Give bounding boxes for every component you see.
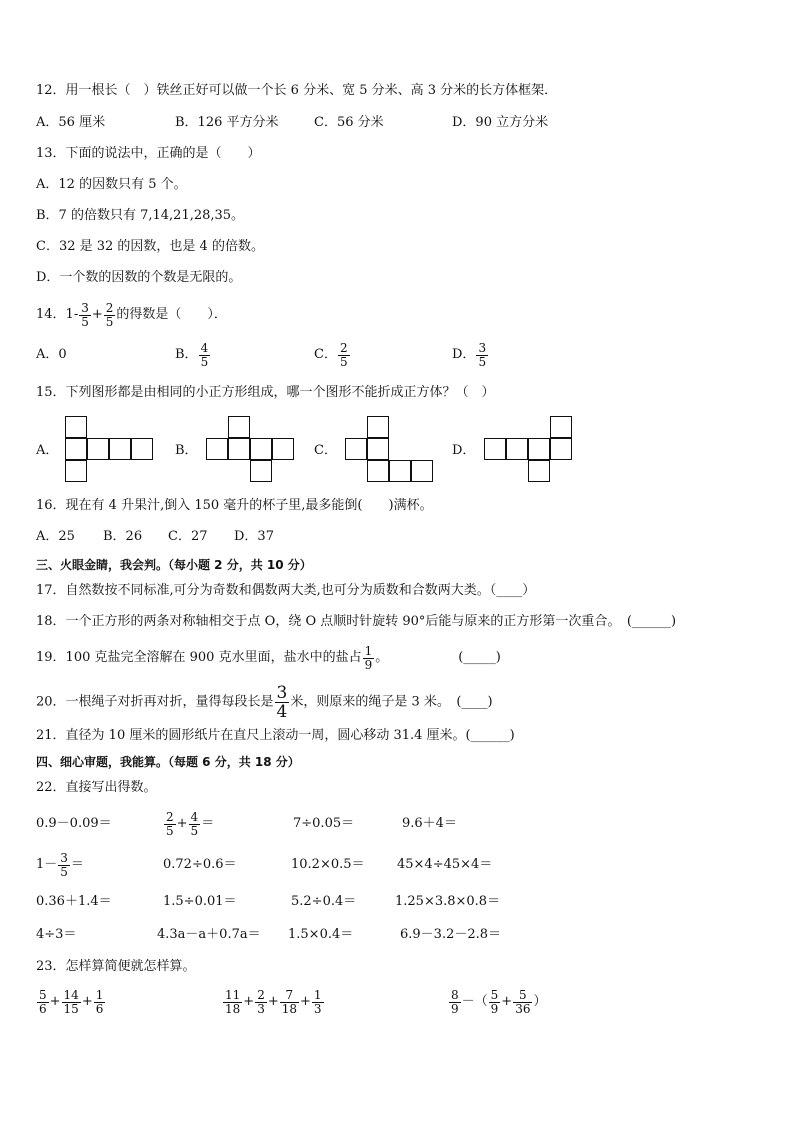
calc-item: 4.3a－a＋0.7a＝ <box>157 927 261 942</box>
fraction: $\frac{14}{15}$ <box>63 987 79 1016</box>
net-square <box>389 460 411 482</box>
q16-stem: 16．现在有 4 升果汁,倒入 150 毫升的杯子里,最多能倒( )满杯。 <box>36 498 433 513</box>
net-square <box>65 460 87 482</box>
q12-option-b[interactable]: B．126 平方分米 <box>175 115 279 130</box>
simplify-expression-1: $\frac{5}{6}$ + $\frac{14}{15}$ + $\frac{1}{6}$ <box>39 987 104 1016</box>
net-square <box>87 438 109 460</box>
fraction: $\frac{7}{18}$ <box>281 987 298 1016</box>
net-square <box>109 438 131 460</box>
q15-label-c[interactable]: C． <box>314 443 337 458</box>
calc-item: $\frac{2}{5}$ + $\frac{4}{5}$ ＝ <box>166 809 215 838</box>
q14-option-d[interactable]: D． $\frac{3}{5}$ <box>452 340 487 369</box>
q13-option-d[interactable]: D．一个数的因数的个数是无限的。 <box>36 270 242 285</box>
net-square <box>550 438 572 460</box>
section-3-heading: 三、火眼金睛，我会判。（每小题 2 分，共 10 分） <box>36 558 312 572</box>
fraction: $\frac{1}{6}$ <box>95 987 104 1016</box>
q16-option-a[interactable]: A．25 <box>36 529 75 544</box>
net-square <box>228 416 250 438</box>
fraction: $\frac{4}{5}$ <box>200 340 209 369</box>
calc-item: 45×4÷45×4＝ <box>397 857 493 872</box>
simplify-expression-3: $\frac{8}{9}$ －（ $\frac{5}{9}$ + $\frac{5}{36}$ ） <box>451 987 547 1016</box>
net-square <box>367 416 389 438</box>
calc-item: 1.5÷0.01＝ <box>163 894 237 909</box>
q16-option-b[interactable]: B．26 <box>103 529 143 544</box>
q15-label-d[interactable]: D． <box>452 443 476 458</box>
q15-label-a[interactable]: A． <box>36 443 59 458</box>
q23-stem: 23．怎样算简便就怎样算。 <box>36 959 196 974</box>
section-4-heading: 四、细心审题，我能算。（每题 6 分，共 18 分） <box>36 755 300 769</box>
q12-stem: 12．用一根长（ ）铁丝正好可以做一个长 6 分米、宽 5 分米、高 3 分米的长方体框架． <box>36 83 558 98</box>
q16-option-c[interactable]: C．27 <box>168 529 208 544</box>
calc-item: 1.25×3.8×0.8＝ <box>395 894 501 909</box>
net-square <box>345 438 367 460</box>
net-square <box>250 460 272 482</box>
q21-statement: 21．直径为 10 厘米的圆形纸片在直尺上滚动一周，圆心移动 31.4 厘米。(______) <box>36 728 515 743</box>
fraction: $\frac{4}{5}$ <box>190 809 199 838</box>
calc-item: 0.36＋1.4＝ <box>36 894 112 909</box>
q12-option-a[interactable]: A．56 厘米 <box>36 115 106 130</box>
fraction: $\frac{8}{9}$ <box>451 987 459 1016</box>
net-square <box>206 438 228 460</box>
fraction: $\frac{1}{3}$ <box>313 987 322 1016</box>
q13-option-a[interactable]: A．12 的因数只有 5 个。 <box>36 177 187 192</box>
calc-item: 4÷3＝ <box>36 927 77 942</box>
net-square <box>550 416 572 438</box>
q16-option-d[interactable]: D．37 <box>234 529 274 544</box>
q14-option-c[interactable]: C． $\frac{2}{5}$ <box>314 340 348 369</box>
net-square <box>65 416 87 438</box>
fraction: $\frac{11}{18}$ <box>225 987 241 1016</box>
q14-option-a[interactable]: A．0 <box>36 347 67 362</box>
fraction: $\frac{3}{5}$ <box>60 850 68 879</box>
fraction: $\frac{3}{5}$ <box>478 340 487 369</box>
q15-stem: 15．下列图形都是由相同的小正方形组成，哪一个图形不能折成正方体？（ ） <box>36 385 495 400</box>
q14-stem: 14．1- $\frac{3}{5}$ + $\frac{2}{5}$ 的得数是（ ）． <box>36 300 227 329</box>
fraction: $\frac{3}{4}$ <box>276 683 288 722</box>
fraction: $\frac{1}{9}$ <box>364 643 373 672</box>
fraction: $\frac{5}{9}$ <box>490 987 499 1016</box>
net-square <box>528 438 550 460</box>
net-square <box>367 460 389 482</box>
net-square <box>367 438 389 460</box>
net-square <box>484 438 506 460</box>
q13-option-b[interactable]: B．7 的倍数只有 7,14,21,28,35。 <box>36 208 245 223</box>
fraction: $\frac{2}{5}$ <box>105 300 114 329</box>
calc-item: 10.2×0.5＝ <box>291 857 365 872</box>
q15-label-b[interactable]: B． <box>175 443 198 458</box>
net-square <box>131 438 153 460</box>
q19-statement: 19．100 克盐完全溶解在 900 克水里面，盐水中的盐占 $\frac{1}{9}$ 。 (_____) <box>36 643 501 672</box>
calc-item: 7÷0.05＝ <box>293 816 355 831</box>
calc-item: 6.9－3.2－2.8＝ <box>400 927 502 942</box>
simplify-expression-2: $\frac{11}{18}$ + $\frac{2}{3}$ + $\frac{7}{18}$ + $\frac{1}{3}$ <box>225 987 322 1016</box>
fraction: $\frac{2}{3}$ <box>257 987 265 1016</box>
net-square <box>528 460 550 482</box>
calc-item: 1－ $\frac{3}{5}$ ＝ <box>36 850 84 879</box>
q13-option-c[interactable]: C．32 是 32 的因数，也是 4 的倍数。 <box>36 239 264 254</box>
fraction: $\frac{5}{6}$ <box>39 987 47 1016</box>
q17-statement: 17．自然数按不同标准,可分为奇数和偶数两大类,也可分为质数和合数两大类。（____） <box>36 583 536 598</box>
net-square <box>228 438 250 460</box>
calc-item: 1.5×0.4＝ <box>288 927 354 942</box>
fraction: $\frac{2}{5}$ <box>339 340 348 369</box>
q12-option-c[interactable]: C．56 分米 <box>314 115 384 130</box>
calc-item: 9.6＋4＝ <box>402 816 457 831</box>
q18-statement: 18．一个正方形的两条对称轴相交于点 O，绕 O 点顺时针旋转 90°后能与原来的正方形第一次重合。 (______) <box>36 614 677 629</box>
fraction: $\frac{3}{5}$ <box>81 300 89 329</box>
calc-item: 5.2÷0.4＝ <box>291 894 357 909</box>
calc-item: 0.72÷0.6＝ <box>163 857 237 872</box>
net-square <box>250 438 272 460</box>
fraction: $\frac{2}{5}$ <box>166 809 174 838</box>
net-square <box>411 460 433 482</box>
net-square <box>272 438 294 460</box>
net-square <box>506 438 528 460</box>
fraction: $\frac{5}{36}$ <box>515 987 531 1016</box>
calc-item: 0.9－0.09＝ <box>36 816 112 831</box>
q13-stem: 13．下面的说法中，正确的是（ ） <box>36 146 261 161</box>
q12-option-d[interactable]: D．90 立方分米 <box>452 115 549 130</box>
q20-statement: 20．一根绳子对折再对折，量得每段长是 $\frac{3}{4}$ 米，则原来的绳子是 3 米。 (____) <box>36 683 493 722</box>
q14-option-b[interactable]: B． $\frac{4}{5}$ <box>175 340 209 369</box>
net-square <box>65 438 87 460</box>
q22-stem: 22．直接写出得数。 <box>36 780 157 795</box>
